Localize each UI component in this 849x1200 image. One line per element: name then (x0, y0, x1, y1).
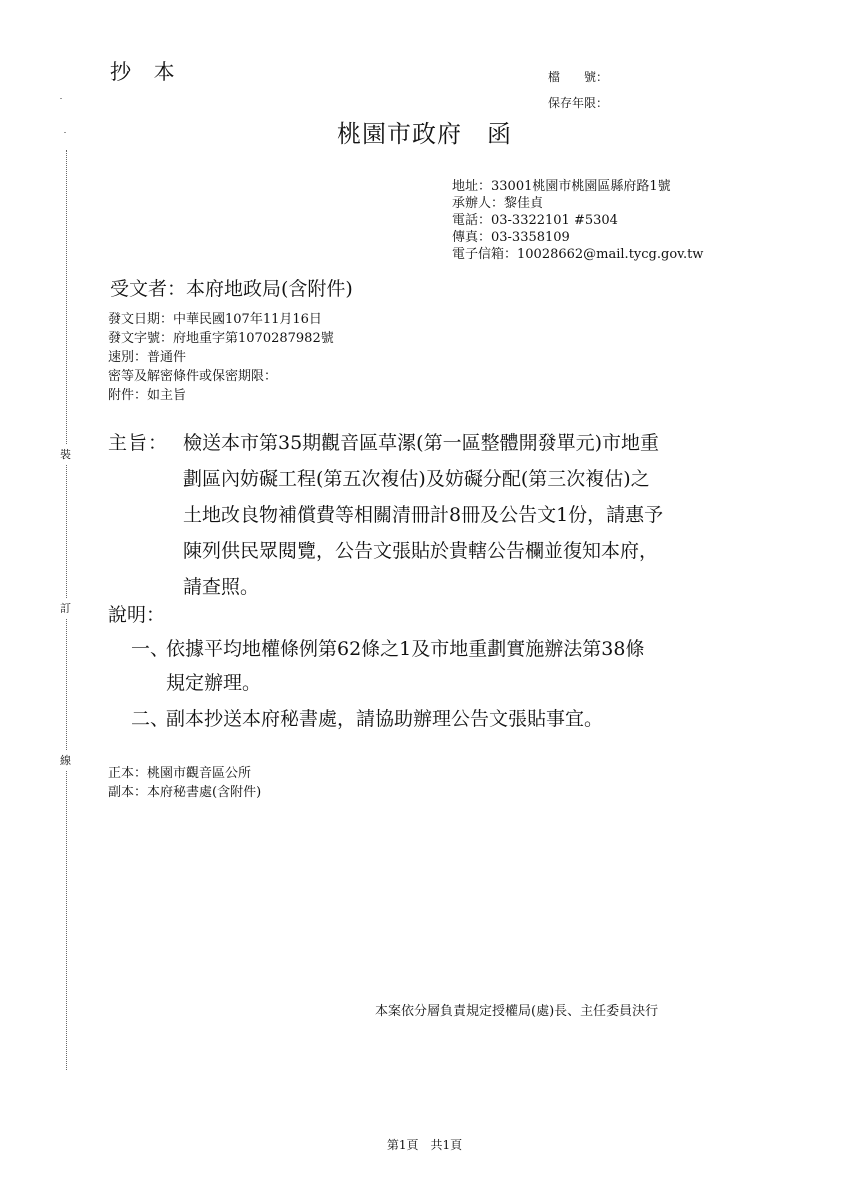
subject-label: 主旨： (108, 432, 169, 454)
confidentiality: 密等及解密條件或保密期限： (108, 369, 278, 384)
explanation-item-number: 一、 (131, 638, 170, 660)
file-number-label: 檔 號： (548, 70, 609, 84)
retention-period-label: 保存年限： (548, 96, 609, 110)
explanation-item-number: 二、 (131, 708, 170, 730)
attachments: 附件：如主旨 (108, 388, 187, 403)
explanation-item-continuation: 規定辦理。 (166, 672, 262, 694)
subject-line: 土地改良物補償費等相關清冊計8冊及公告文1份，請惠予 (183, 504, 664, 526)
dispatch-number: 發文字號：府地重字第1070287982號 (108, 331, 334, 346)
authorization-note: 本案依分層負責規定授權局(處)長、主任委員決行 (375, 1004, 659, 1019)
dispatch-meta (108, 310, 334, 405)
binding-char-ding: 訂 (60, 598, 71, 618)
document-title: 桃園市政府 函 (337, 120, 512, 148)
page-number: 第1頁 共1頁 (386, 1138, 463, 1152)
binding-char-xian: 線 (60, 750, 71, 770)
scan-speck (60, 98, 62, 99)
contact-phone: 電話：03-3322101 #5304 (452, 213, 618, 228)
subject-line: 請查照。 (183, 576, 260, 598)
contact-handler: 承辦人：黎佳貞 (452, 196, 544, 211)
contact-address: 地址：33001桃園市桃園區縣府路1號 (452, 179, 671, 194)
subject-line: 劃區內妨礙工程(第五次複估)及妨礙分配(第三次複估)之 (183, 468, 650, 490)
copy-mark: 抄 本 (110, 60, 183, 84)
dispatch-date: 發文日期：中華民國107年11月16日 (108, 312, 322, 327)
subject-line: 檢送本市第35期觀音區草漯(第一區整體開發單元)市地重 (183, 432, 660, 454)
copy-recipient: 副本：本府秘書處(含附件) (108, 785, 262, 800)
contact-fax: 傳真：03-3358109 (452, 230, 570, 245)
explanation-item-text: 副本抄送本府秘書處，請協助辦理公告文張貼事宜。 (166, 708, 604, 730)
distribution-list (108, 764, 261, 802)
binding-char-zhuang: 裝 (60, 444, 71, 464)
original-recipient: 正本：桃園市觀音區公所 (108, 766, 252, 781)
subject-body (183, 425, 663, 605)
contact-block (452, 178, 703, 263)
urgency: 速別：普通件 (108, 350, 187, 365)
recipient: 受文者：本府地政局(含附件) (110, 278, 353, 300)
subject-line: 陳列供民眾閱覽，公告文張貼於貴轄公告欄並復知本府， (183, 540, 659, 562)
explanation-label: 說明： (108, 604, 166, 626)
explanation-item-text: 依據平均地權條例第62條之1及市地重劃實施辦法第38條 (166, 638, 645, 660)
contact-email: 電子信箱：10028662@mail.tycg.gov.tw (452, 247, 704, 262)
